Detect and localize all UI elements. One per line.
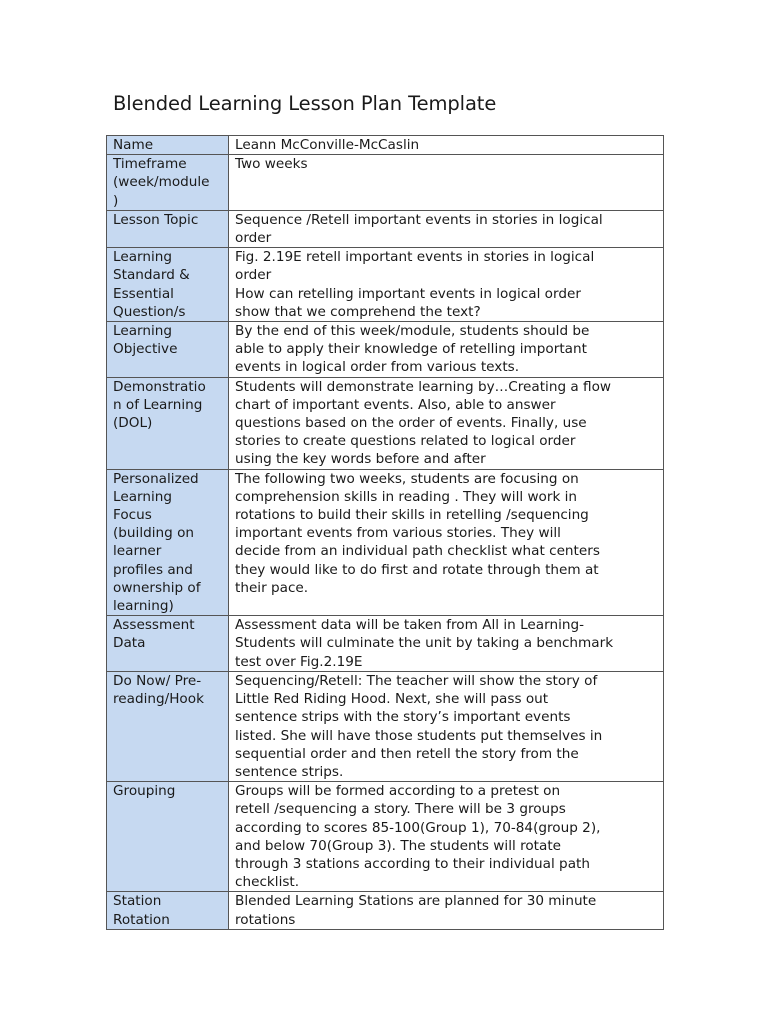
row-label	[107, 136, 229, 155]
value-line: Sequencing/Retell: The teacher will show the story of	[235, 672, 598, 689]
value-line: Students will demonstrate learning by…Creating a flow	[235, 378, 612, 395]
label-line: Learning	[113, 488, 173, 505]
row-label	[107, 210, 229, 247]
table-row-grouping	[107, 782, 664, 892]
label-line: Learning	[113, 323, 173, 340]
value-line: chart of important events. Also, able to answer	[235, 396, 556, 413]
label-line: learner	[113, 543, 162, 560]
row-value	[229, 155, 664, 211]
value-line: using the key words before and after	[235, 451, 486, 468]
label-line: learning)	[113, 598, 174, 615]
row-label	[107, 248, 229, 322]
row-label	[107, 155, 229, 211]
label-line: profiles and	[113, 561, 193, 578]
label-line: Personalized	[113, 470, 199, 487]
label-line: Focus	[113, 507, 152, 524]
value-line: important events from various stories. They will	[235, 525, 561, 542]
row-value	[229, 248, 664, 322]
value-line: Two weeks	[235, 156, 308, 173]
row-value	[229, 377, 664, 469]
value-line: questions based on the order of events. Finally, use	[235, 415, 587, 432]
table-row-learning-standard	[107, 248, 664, 322]
label-line: Lesson Topic	[113, 211, 199, 228]
row-value	[229, 322, 664, 378]
label-line: Rotation	[113, 911, 170, 928]
page-title: Blended Learning Lesson Plan Template	[113, 92, 497, 115]
value-line: comprehension skills in reading . They will work in	[235, 488, 578, 505]
value-line: according to scores 85-100(Group 1), 70-84(group 2),	[235, 819, 601, 836]
label-line: Timeframe	[113, 156, 187, 173]
row-value	[229, 671, 664, 781]
value-line: stories to create questions related to logical order	[235, 433, 576, 450]
value-line: test over Fig.2.19E	[235, 653, 363, 670]
row-label	[107, 782, 229, 892]
row-label	[107, 322, 229, 378]
row-value	[229, 210, 664, 247]
value-line: their pace.	[235, 579, 309, 596]
value-line: sentence strips.	[235, 763, 344, 780]
label-line: Essential	[113, 285, 174, 302]
table-row-learning-objective	[107, 322, 664, 378]
row-value	[229, 782, 664, 892]
value-line: able to apply their knowledge of retelling important	[235, 341, 587, 358]
label-line: Data	[113, 635, 146, 652]
value-line: and below 70(Group 3). The students will rotate	[235, 837, 562, 854]
value-line: Groups will be formed according to a pretest on	[235, 783, 561, 800]
table-row-station-rotation	[107, 892, 664, 930]
value-line: rotations	[235, 911, 296, 928]
value-line: Fig. 2.19E retell important events in stories in logical	[235, 249, 595, 266]
row-label	[107, 616, 229, 672]
label-line: Station	[113, 893, 162, 910]
value-line: listed. She will have those students put themselves in	[235, 727, 603, 744]
table-row-demonstration-of-learning	[107, 377, 664, 469]
value-line: checklist.	[235, 874, 300, 891]
label-line: (week/module	[113, 174, 210, 191]
table-row-name	[107, 136, 664, 155]
row-label	[107, 469, 229, 616]
table-row-do-now	[107, 671, 664, 781]
row-value	[229, 469, 664, 616]
row-label	[107, 671, 229, 781]
value-line: decide from an individual path checklist what centers	[235, 543, 600, 560]
value-line: Students will culminate the unit by taking a benchmark	[235, 635, 614, 652]
table-row-timeframe	[107, 155, 664, 211]
label-line: ownership of	[113, 579, 201, 596]
value-line: sequential order and then retell the story from the	[235, 745, 579, 762]
table-row-assessment-data	[107, 616, 664, 672]
value-line: How can retelling important events in logical order	[235, 285, 581, 302]
label-line: n of Learning	[113, 396, 203, 413]
label-line: (building on	[113, 525, 195, 542]
row-value	[229, 892, 664, 930]
value-line: show that we comprehend the text?	[235, 303, 481, 320]
label-line: Question/s	[113, 303, 186, 320]
value-line: retell /sequencing a story. There will be 3 groups	[235, 801, 566, 818]
value-line: they would like to do first and rotate through them at	[235, 561, 599, 578]
value-line: By the end of this week/module, students should be	[235, 323, 590, 340]
label-line: (DOL)	[113, 415, 153, 432]
row-label	[107, 892, 229, 930]
value-line: Leann McConville-McCaslin	[235, 137, 420, 153]
row-value	[229, 616, 664, 672]
row-value	[229, 136, 664, 155]
value-line: rotations to build their skills in retelling /sequencing	[235, 507, 589, 524]
value-line: through 3 stations according to their individual path	[235, 855, 590, 872]
label-line: Demonstratio	[113, 378, 206, 395]
value-line: order	[235, 267, 272, 284]
value-line: Little Red Riding Hood. Next, she will pass out	[235, 691, 549, 708]
value-line: order	[235, 230, 272, 247]
label-line: Assessment	[113, 617, 195, 634]
value-line: Blended Learning Stations are planned for 30 minute	[235, 893, 597, 910]
table-row-lesson-topic	[107, 210, 664, 247]
value-line: Assessment data will be taken from All in Learning-	[235, 617, 584, 634]
value-line: sentence strips with the story’s important events	[235, 709, 571, 726]
table-row-personalized-learning-focus	[107, 469, 664, 616]
label-line: Standard &	[113, 267, 190, 284]
label-line: Learning	[113, 249, 173, 266]
label-line: Do Now/ Pre-	[113, 672, 202, 689]
label-line: Name	[113, 137, 154, 153]
label-line: Objective	[113, 341, 178, 358]
label-line: Grouping	[113, 783, 176, 800]
label-line: reading/Hook	[113, 691, 204, 708]
value-line: The following two weeks, students are focusing on	[235, 470, 579, 487]
value-line: events in logical order from various texts.	[235, 359, 520, 376]
row-label	[107, 377, 229, 469]
lesson-plan-table	[106, 135, 664, 930]
value-line: Sequence /Retell important events in stories in logical	[235, 211, 603, 228]
label-line: )	[113, 192, 119, 209]
